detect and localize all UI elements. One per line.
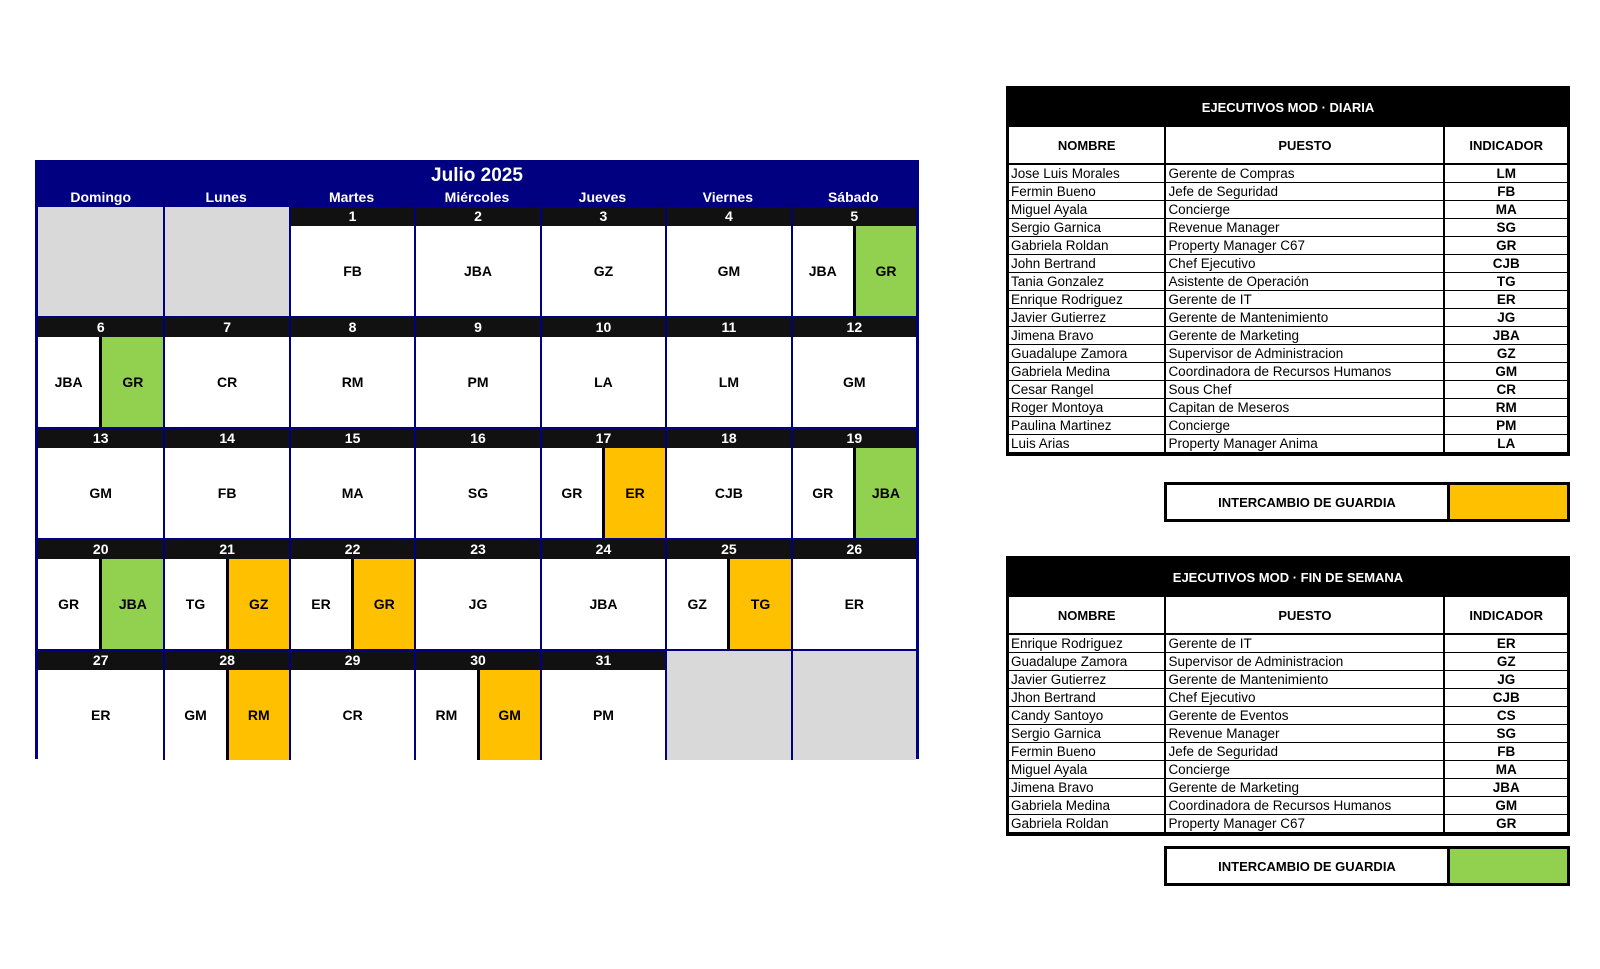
day-number <box>793 651 916 670</box>
calendar-weeks <box>38 207 916 760</box>
header-name: NOMBRE <box>1009 597 1164 633</box>
cell-code: GM <box>1445 363 1567 380</box>
duty-code: GM <box>717 263 741 279</box>
cell-name: Jose Luis Morales <box>1009 165 1164 182</box>
cell-name: John Bertrand <box>1009 255 1164 272</box>
table-row <box>1009 707 1567 724</box>
duty-code: JBA <box>808 263 837 279</box>
day-assignments <box>165 670 288 760</box>
day-number: 14 <box>165 429 288 448</box>
duty-code: RM <box>341 374 364 390</box>
cell-code: JBA <box>1445 327 1567 344</box>
day-assignments <box>291 670 414 760</box>
duty-code: TG <box>185 596 206 612</box>
day-assignments <box>291 337 414 427</box>
cell-code: ER <box>1445 291 1567 308</box>
calendar-week <box>38 540 916 649</box>
day-assignments <box>291 559 414 649</box>
day-cell <box>414 429 539 538</box>
weekend-legend <box>1164 846 1570 886</box>
cell-role: Chef Ejecutivo <box>1166 689 1443 706</box>
table-row <box>1009 327 1567 344</box>
duty-code: JBA <box>853 448 916 538</box>
table-row <box>1009 743 1567 760</box>
duty-code: PM <box>467 374 489 390</box>
day-number <box>667 651 790 670</box>
duty-code: FB <box>343 263 362 279</box>
cell-role: Capitan de Meseros <box>1166 399 1443 416</box>
daily-table-rows <box>1009 163 1567 452</box>
day-assignments <box>542 226 665 316</box>
cell-name: Gabriela Medina <box>1009 797 1164 814</box>
day-cell <box>791 318 916 427</box>
cell-role: Jefe de Seguridad <box>1166 743 1443 760</box>
cell-role: Revenue Manager <box>1166 219 1443 236</box>
table-row <box>1009 417 1567 434</box>
day-assignments <box>667 670 790 760</box>
cell-name: Fermin Bueno <box>1009 743 1164 760</box>
day-assignments <box>416 670 539 760</box>
table-row <box>1009 725 1567 742</box>
day-assignments <box>542 337 665 427</box>
day-number: 31 <box>542 651 665 670</box>
calendar-week <box>38 651 916 760</box>
cell-role: Coordinadora de Recursos Humanos <box>1166 797 1443 814</box>
duty-code: ER <box>844 596 865 612</box>
duty-code: ER <box>311 596 331 612</box>
day-number: 9 <box>416 318 539 337</box>
cell-role: Gerente de Mantenimiento <box>1166 671 1443 688</box>
cell-role: Gerente de IT <box>1166 635 1443 652</box>
cell-name: Paulina Martinez <box>1009 417 1164 434</box>
cell-code: MA <box>1445 201 1567 218</box>
duty-code: GZ <box>687 596 707 612</box>
cell-role: Asistente de Operación <box>1166 273 1443 290</box>
cell-code: TG <box>1445 273 1567 290</box>
table-row <box>1009 183 1567 200</box>
day-number: 24 <box>542 540 665 559</box>
day-assignments <box>667 448 790 538</box>
day-number: 21 <box>165 540 288 559</box>
day-number: 20 <box>38 540 163 559</box>
cell-name: Sergio Garnica <box>1009 219 1164 236</box>
day-cell <box>289 318 414 427</box>
day-number: 27 <box>38 651 163 670</box>
day-number: 29 <box>291 651 414 670</box>
duty-code: CR <box>217 374 238 390</box>
day-assignments <box>416 448 539 538</box>
day-number: 25 <box>667 540 790 559</box>
cell-role: Gerente de Marketing <box>1166 779 1443 796</box>
day-number: 4 <box>667 207 790 226</box>
day-cell <box>289 429 414 538</box>
table-row <box>1009 291 1567 308</box>
cell-role: Property Manager C67 <box>1166 815 1443 832</box>
table-row <box>1009 815 1567 832</box>
cell-code: CR <box>1445 381 1567 398</box>
day-assignments <box>416 226 539 316</box>
day-assignments <box>667 226 790 316</box>
calendar-week <box>38 429 916 538</box>
day-number: 3 <box>542 207 665 226</box>
day-number: 30 <box>416 651 539 670</box>
day-number: 26 <box>793 540 916 559</box>
cell-role: Supervisor de Administracion <box>1166 653 1443 670</box>
day-number: 5 <box>793 207 916 226</box>
cell-name: Jhon Bertrand <box>1009 689 1164 706</box>
duty-code: GR <box>812 485 834 501</box>
duty-code: JBA <box>54 374 83 390</box>
daily-legend <box>1164 482 1570 522</box>
cell-role: Property Manager C67 <box>1166 237 1443 254</box>
cell-name: Gabriela Roldan <box>1009 237 1164 254</box>
day-number: 8 <box>291 318 414 337</box>
weekday-headers <box>38 189 916 205</box>
cell-role: Concierge <box>1166 201 1443 218</box>
day-cell <box>414 651 539 760</box>
day-number: 11 <box>667 318 790 337</box>
duty-code: GZ <box>226 559 289 649</box>
day-number <box>38 207 163 226</box>
day-cell <box>163 318 288 427</box>
cell-code: ER <box>1445 635 1567 652</box>
day-assignments <box>793 337 916 427</box>
weekend-table-rows <box>1009 633 1567 832</box>
calendar-week <box>38 318 916 427</box>
day-number <box>165 207 288 226</box>
cell-code: CJB <box>1445 255 1567 272</box>
empty-day-cell <box>791 651 916 760</box>
day-cell <box>163 540 288 649</box>
cell-name: Cesar Rangel <box>1009 381 1164 398</box>
day-number: 6 <box>38 318 163 337</box>
duty-code: ER <box>90 707 111 723</box>
day-cell <box>38 429 163 538</box>
duty-code: LA <box>594 374 613 390</box>
day-number: 23 <box>416 540 539 559</box>
cell-role: Gerente de Marketing <box>1166 327 1443 344</box>
duty-code: GR <box>99 337 163 427</box>
duty-code: CR <box>342 707 363 723</box>
cell-name: Gabriela Medina <box>1009 363 1164 380</box>
duty-code: FB <box>217 485 237 501</box>
weekday-2: Martes <box>328 189 375 205</box>
day-cell <box>791 207 916 316</box>
cell-name: Enrique Rodriguez <box>1009 291 1164 308</box>
cell-role: Revenue Manager <box>1166 725 1443 742</box>
empty-day-cell <box>665 651 790 760</box>
day-assignments <box>793 559 916 649</box>
weekend-table-title: EJECUTIVOS MOD · FIN DE SEMANA <box>1009 559 1567 597</box>
daily-table-title: EJECUTIVOS MOD · DIARIA <box>1009 89 1567 127</box>
table-row <box>1009 219 1567 236</box>
duty-code: GZ <box>593 263 614 279</box>
duty-code: GM <box>843 374 866 390</box>
day-number: 7 <box>165 318 288 337</box>
day-assignments <box>165 448 288 538</box>
day-number: 19 <box>793 429 916 448</box>
day-cell <box>540 318 665 427</box>
table-row <box>1009 345 1567 362</box>
duty-code: GM <box>89 485 112 501</box>
legend-swatch-green <box>1450 849 1567 883</box>
header-code: INDICADOR <box>1445 597 1567 633</box>
cell-role: Gerente de Eventos <box>1166 707 1443 724</box>
daily-table-header <box>1009 127 1567 163</box>
day-assignments <box>542 559 665 649</box>
day-cell <box>540 429 665 538</box>
day-assignments <box>38 559 163 649</box>
day-cell <box>38 318 163 427</box>
table-row <box>1009 779 1567 796</box>
duty-code: MA <box>341 485 364 501</box>
weekday-4: Jueves <box>578 189 627 205</box>
cell-role: Concierge <box>1166 417 1443 434</box>
weekend-executives-table <box>1006 556 1570 836</box>
cell-role: Jefe de Seguridad <box>1166 183 1443 200</box>
cell-code: MA <box>1445 761 1567 778</box>
header-name: NOMBRE <box>1009 127 1164 163</box>
table-row <box>1009 201 1567 218</box>
duty-code: GR <box>561 485 583 501</box>
day-number: 22 <box>291 540 414 559</box>
table-row <box>1009 399 1567 416</box>
day-cell <box>540 207 665 316</box>
day-cell <box>665 429 790 538</box>
cell-code: SG <box>1445 725 1567 742</box>
day-number: 17 <box>542 429 665 448</box>
day-assignments <box>542 448 665 538</box>
cell-role: Sous Chef <box>1166 381 1443 398</box>
cell-name: Fermin Bueno <box>1009 183 1164 200</box>
day-cell <box>414 207 539 316</box>
cell-name: Guadalupe Zamora <box>1009 345 1164 362</box>
day-cell <box>38 651 163 760</box>
cell-code: JBA <box>1445 779 1567 796</box>
cell-code: GZ <box>1445 653 1567 670</box>
calendar-header <box>38 163 916 207</box>
table-row <box>1009 797 1567 814</box>
cell-role: Concierge <box>1166 761 1443 778</box>
table-row <box>1009 653 1567 670</box>
day-cell <box>665 540 790 649</box>
cell-code: GR <box>1445 237 1567 254</box>
cell-name: Javier Gutierrez <box>1009 671 1164 688</box>
day-cell <box>414 318 539 427</box>
duty-code: RM <box>435 707 458 723</box>
day-cell <box>791 540 916 649</box>
day-cell <box>540 540 665 649</box>
empty-day-cell <box>38 207 163 316</box>
day-assignments <box>793 670 916 760</box>
day-assignments <box>793 448 916 538</box>
legend-label: INTERCAMBIO DE GUARDIA <box>1167 849 1447 883</box>
table-row <box>1009 309 1567 326</box>
day-number: 15 <box>291 429 414 448</box>
weekend-table-header <box>1009 597 1567 633</box>
day-number: 1 <box>291 207 414 226</box>
cell-code: FB <box>1445 183 1567 200</box>
table-row <box>1009 689 1567 706</box>
day-assignments <box>291 448 414 538</box>
cell-name: Tania Gonzalez <box>1009 273 1164 290</box>
table-row <box>1009 273 1567 290</box>
cell-code: GR <box>1445 815 1567 832</box>
day-assignments <box>793 226 916 316</box>
calendar <box>35 160 919 759</box>
day-cell <box>163 651 288 760</box>
day-cell <box>289 207 414 316</box>
duty-code: GR <box>853 226 916 316</box>
cell-name: Miguel Ayala <box>1009 201 1164 218</box>
cell-name: Candy Santoyo <box>1009 707 1164 724</box>
empty-day-cell <box>163 207 288 316</box>
cell-code: LA <box>1445 435 1567 452</box>
cell-role: Gerente de IT <box>1166 291 1443 308</box>
calendar-week <box>38 207 916 316</box>
duty-code: GM <box>184 707 207 723</box>
calendar-title: Julio 2025 <box>431 165 523 186</box>
legend-swatch-orange <box>1450 485 1567 519</box>
cell-name: Sergio Garnica <box>1009 725 1164 742</box>
day-assignments <box>416 337 539 427</box>
day-assignments <box>165 337 288 427</box>
weekday-1: Lunes <box>205 189 247 205</box>
legend-label: INTERCAMBIO DE GUARDIA <box>1167 485 1447 519</box>
cell-role: Chef Ejecutivo <box>1166 255 1443 272</box>
header-role: PUESTO <box>1166 127 1443 163</box>
day-cell <box>540 651 665 760</box>
duty-code: JBA <box>589 596 618 612</box>
cell-code: CJB <box>1445 689 1567 706</box>
cell-code: JG <box>1445 671 1567 688</box>
duty-code: TG <box>727 559 790 649</box>
day-number: 12 <box>793 318 916 337</box>
cell-name: Miguel Ayala <box>1009 761 1164 778</box>
day-assignments <box>165 226 288 316</box>
cell-role: Coordinadora de Recursos Humanos <box>1166 363 1443 380</box>
day-assignments <box>667 559 790 649</box>
table-row <box>1009 671 1567 688</box>
cell-code: LM <box>1445 165 1567 182</box>
day-assignments <box>291 226 414 316</box>
day-cell <box>665 318 790 427</box>
duty-code: LM <box>718 374 739 390</box>
cell-name: Enrique Rodriguez <box>1009 635 1164 652</box>
day-assignments <box>38 670 163 760</box>
duty-code: RM <box>226 670 289 760</box>
cell-name: Gabriela Roldan <box>1009 815 1164 832</box>
cell-code: SG <box>1445 219 1567 236</box>
cell-role: Property Manager Anima <box>1166 435 1443 452</box>
day-number: 2 <box>416 207 539 226</box>
table-row <box>1009 255 1567 272</box>
cell-code: GZ <box>1445 345 1567 362</box>
table-row <box>1009 435 1567 452</box>
cell-name: Roger Montoya <box>1009 399 1164 416</box>
day-assignments <box>542 670 665 760</box>
weekday-5: Viernes <box>702 189 753 205</box>
day-number: 10 <box>542 318 665 337</box>
day-number: 28 <box>165 651 288 670</box>
day-cell <box>289 651 414 760</box>
cell-code: FB <box>1445 743 1567 760</box>
day-assignments <box>165 559 288 649</box>
duty-code: JG <box>468 596 488 612</box>
day-cell <box>791 429 916 538</box>
table-row <box>1009 381 1567 398</box>
table-row <box>1009 165 1567 182</box>
day-number: 18 <box>667 429 790 448</box>
duty-code: PM <box>592 707 614 723</box>
duty-code: SG <box>467 485 489 501</box>
cell-role: Gerente de Mantenimiento <box>1166 309 1443 326</box>
cell-code: PM <box>1445 417 1567 434</box>
table-row <box>1009 761 1567 778</box>
day-number: 13 <box>38 429 163 448</box>
day-number: 16 <box>416 429 539 448</box>
header-role: PUESTO <box>1166 597 1443 633</box>
cell-name: Jimena Bravo <box>1009 327 1164 344</box>
cell-code: JG <box>1445 309 1567 326</box>
table-row <box>1009 635 1567 652</box>
duty-code: JBA <box>99 559 163 649</box>
day-cell <box>665 207 790 316</box>
cell-name: Javier Gutierrez <box>1009 309 1164 326</box>
weekday-6: Sábado <box>827 189 879 205</box>
day-cell <box>163 429 288 538</box>
table-row <box>1009 237 1567 254</box>
day-assignments <box>38 226 163 316</box>
day-cell <box>289 540 414 649</box>
duty-code: GR <box>351 559 414 649</box>
day-assignments <box>667 337 790 427</box>
daily-executives-table <box>1006 86 1570 456</box>
cell-role: Supervisor de Administracion <box>1166 345 1443 362</box>
day-cell <box>38 540 163 649</box>
duty-code: JBA <box>464 263 493 279</box>
weekday-0: Domingo <box>70 189 132 205</box>
weekday-3: Miércoles <box>444 189 510 205</box>
cell-code: CS <box>1445 707 1567 724</box>
cell-code: RM <box>1445 399 1567 416</box>
day-cell <box>414 540 539 649</box>
day-assignments <box>38 337 163 427</box>
cell-name: Guadalupe Zamora <box>1009 653 1164 670</box>
cell-name: Jimena Bravo <box>1009 779 1164 796</box>
cell-code: GM <box>1445 797 1567 814</box>
duty-code: ER <box>602 448 665 538</box>
day-assignments <box>38 448 163 538</box>
duty-code: GM <box>477 670 540 760</box>
table-row <box>1009 363 1567 380</box>
cell-role: Gerente de Compras <box>1166 165 1443 182</box>
day-assignments <box>416 559 539 649</box>
duty-code: CJB <box>714 485 743 501</box>
duty-code: GR <box>58 596 80 612</box>
header-code: INDICADOR <box>1445 127 1567 163</box>
cell-name: Luis Arias <box>1009 435 1164 452</box>
